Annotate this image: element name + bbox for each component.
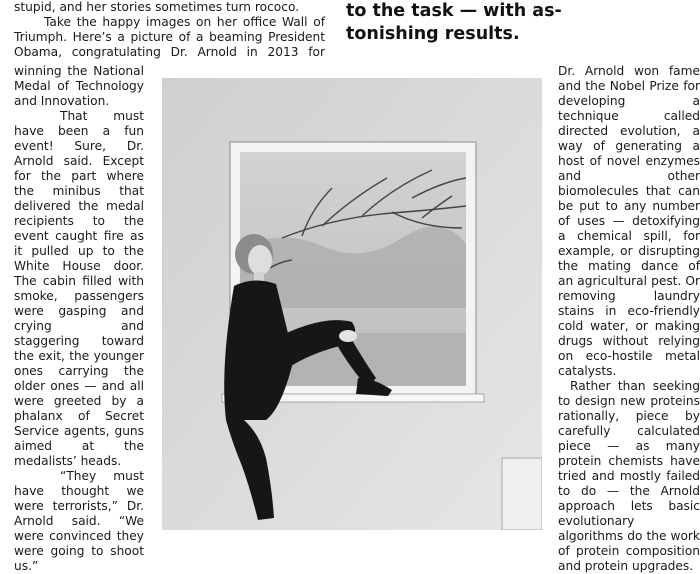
paragraph-arnold-approach: Rather than seeking to design new proteins rationally, piece by carefully calculated piece — as many protein chemists have tried and mostly failed to do — the Arnold approach lets basic evolutionary algorithms do the work of protein composition and protein upgrades. (558, 379, 700, 573)
paragraph-medal: winning the National Medal of Technology and Innovation. (14, 64, 144, 108)
left-column (14, 64, 144, 574)
paragraph-wall-of-triumph: Take the happy images on her office Wall of Triumph. Here’s a picture of a beaming President Obama, congratulating Dr. Arnold in 2013 for (14, 15, 325, 59)
paragraph-rococo: stupid, and her stories sometimes turn rococo. (14, 0, 300, 14)
right-column (558, 64, 700, 574)
paragraph-terrorists: “They must have thought we were terrorists,” Dr. Arnold said. “We were convinced they were going to shoot us.” (14, 469, 144, 573)
pull-quote-line-1: to the task — with as- (346, 1, 562, 21)
article-photo (162, 78, 542, 530)
photo-illustration (162, 78, 542, 530)
top-left-text (14, 0, 325, 60)
stool-edge (502, 458, 542, 530)
pull-quote-line-2: tonishing results. (346, 24, 520, 44)
paragraph-minibus: That must have been a fun event! Sure, Dr. Arnold said. Except for the part where the minibus that delivered the medal recipients to the event caught fire as it pulled up to the White House door. The cabin filled with smoke, passengers were gasping and crying and staggering toward the exit, the younger ones carrying the older ones — and all were greeted by a phalanx of Secret Service agents, guns aimed at the medalists’ heads. (14, 109, 144, 468)
paragraph-nobel: Dr. Arnold won fame and the Nobel Prize for developing a technique called directed evolution, a way of generating a host of novel enzymes and other biomolecules that can be put to any number of uses — detoxifying a chemical spill, for example, or disrupting the mating dance of an agricultural pest. Or removing laundry stains in eco-friendly cold water, or making drugs without relying on eco-hostile metal catalysts. (558, 64, 700, 378)
pull-quote (346, 0, 562, 46)
